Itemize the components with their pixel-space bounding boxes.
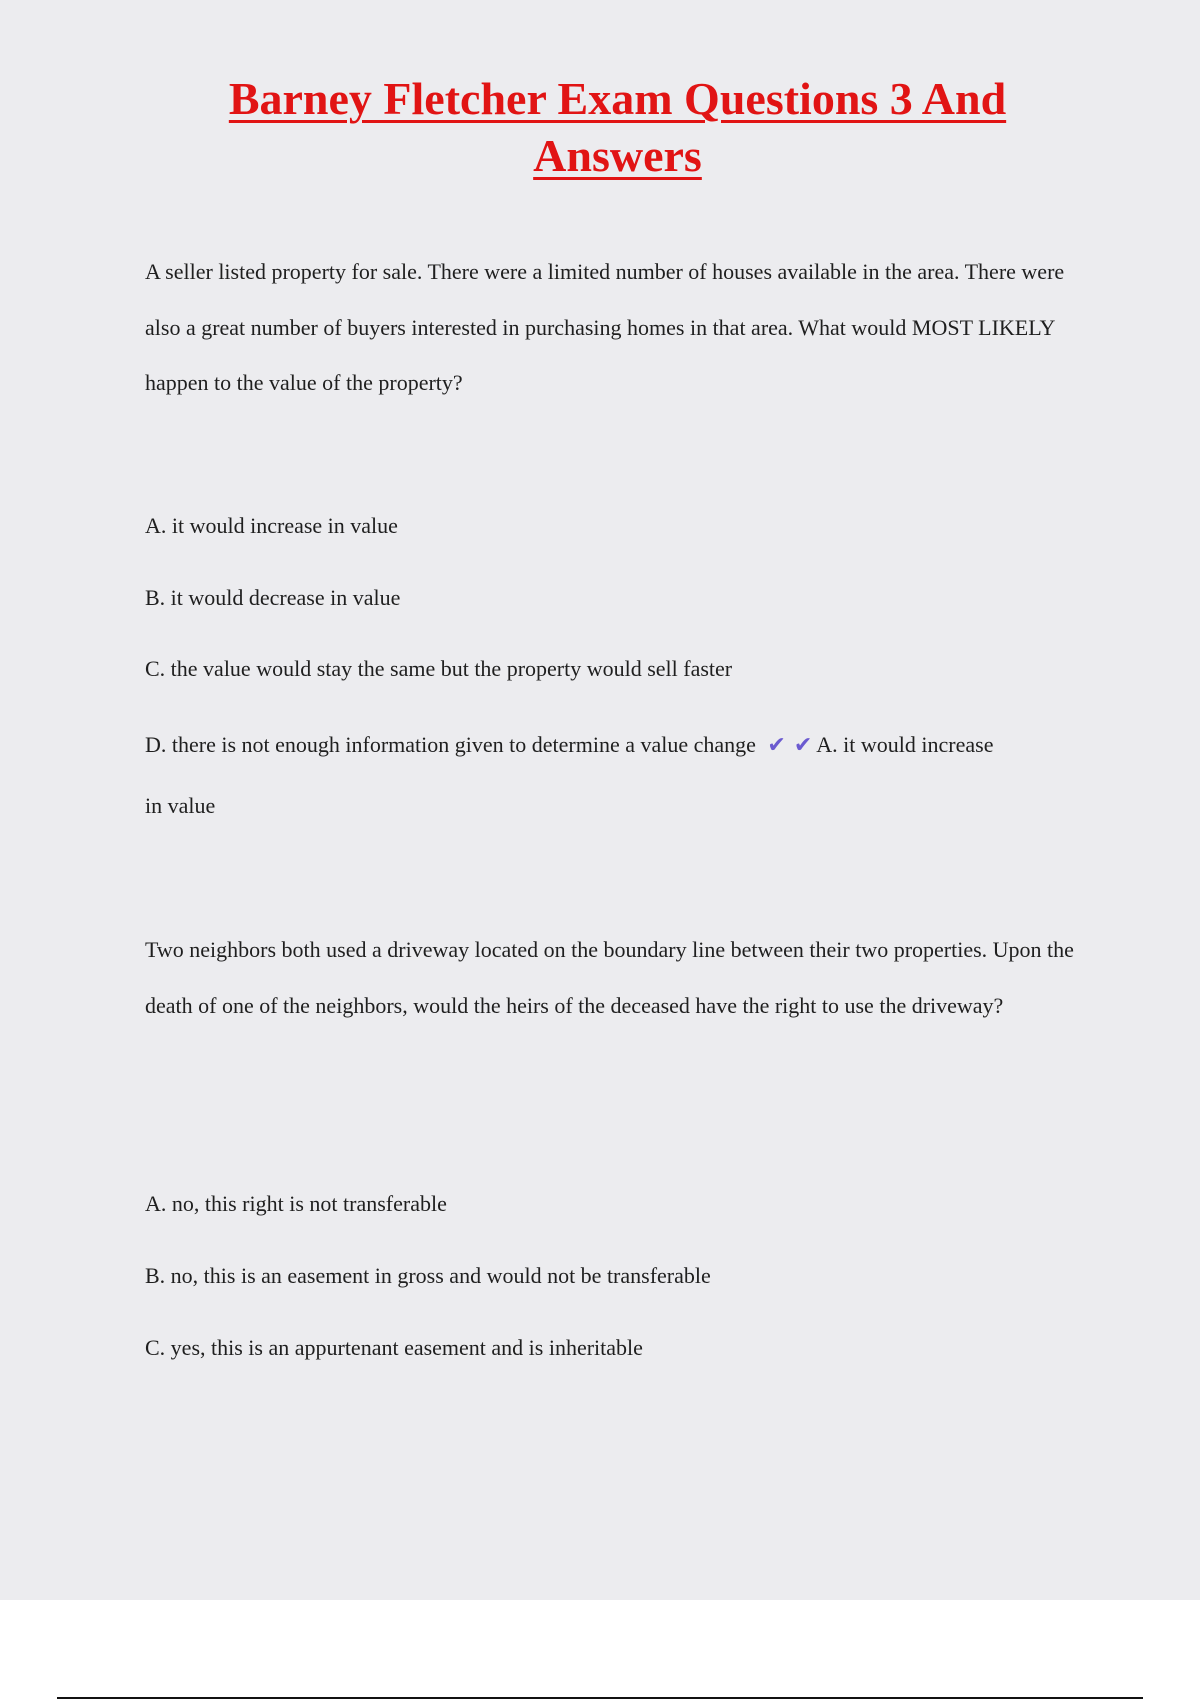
footer-divider: [57, 1697, 1143, 1699]
checkmark-icon: ✔: [767, 733, 786, 758]
question-2-option-c: C. yes, this is an appurtenant easement and is inheritable: [145, 1335, 643, 1360]
title-line-2: Answers: [533, 130, 702, 181]
question-1-option-d: D. there is not enough information given to determine a value change: [145, 732, 756, 757]
title-line-1: Barney Fletcher Exam Questions 3 And: [228, 73, 1007, 124]
question-1-answer: A. it would increase: [816, 732, 994, 757]
question-2-option-a: A. no, this right is not transferable: [145, 1191, 447, 1216]
question-1-option-a: A. it would increase in value: [145, 513, 398, 538]
question-1-text: A seller listed property for sale. There were a limited number of houses available in the area. There were also a great number of buyers interested in purchasing homes in that area. What would MOST LIKELY happen to the value of the property?: [145, 259, 1065, 395]
question-2-option-b: B. no, this is an easement in gross and would not be transferable: [145, 1263, 711, 1288]
checkmark-icon: ✔: [793, 733, 813, 758]
question-1-option-d-row: [145, 731, 993, 760]
question-1-answer-continued: in value: [145, 793, 216, 818]
question-2-text: Two neighbors both used a driveway located on the boundary line between their two properties. Upon the death of one of the neighbors, would the heirs of the deceased have the right to use the driveway?: [145, 937, 1074, 1018]
question-1-option-c: C. the value would stay the same but the property would sell faster: [145, 656, 733, 681]
question-1-option-b: B. it would decrease in value: [145, 585, 401, 610]
document-title: [0, 70, 1200, 184]
